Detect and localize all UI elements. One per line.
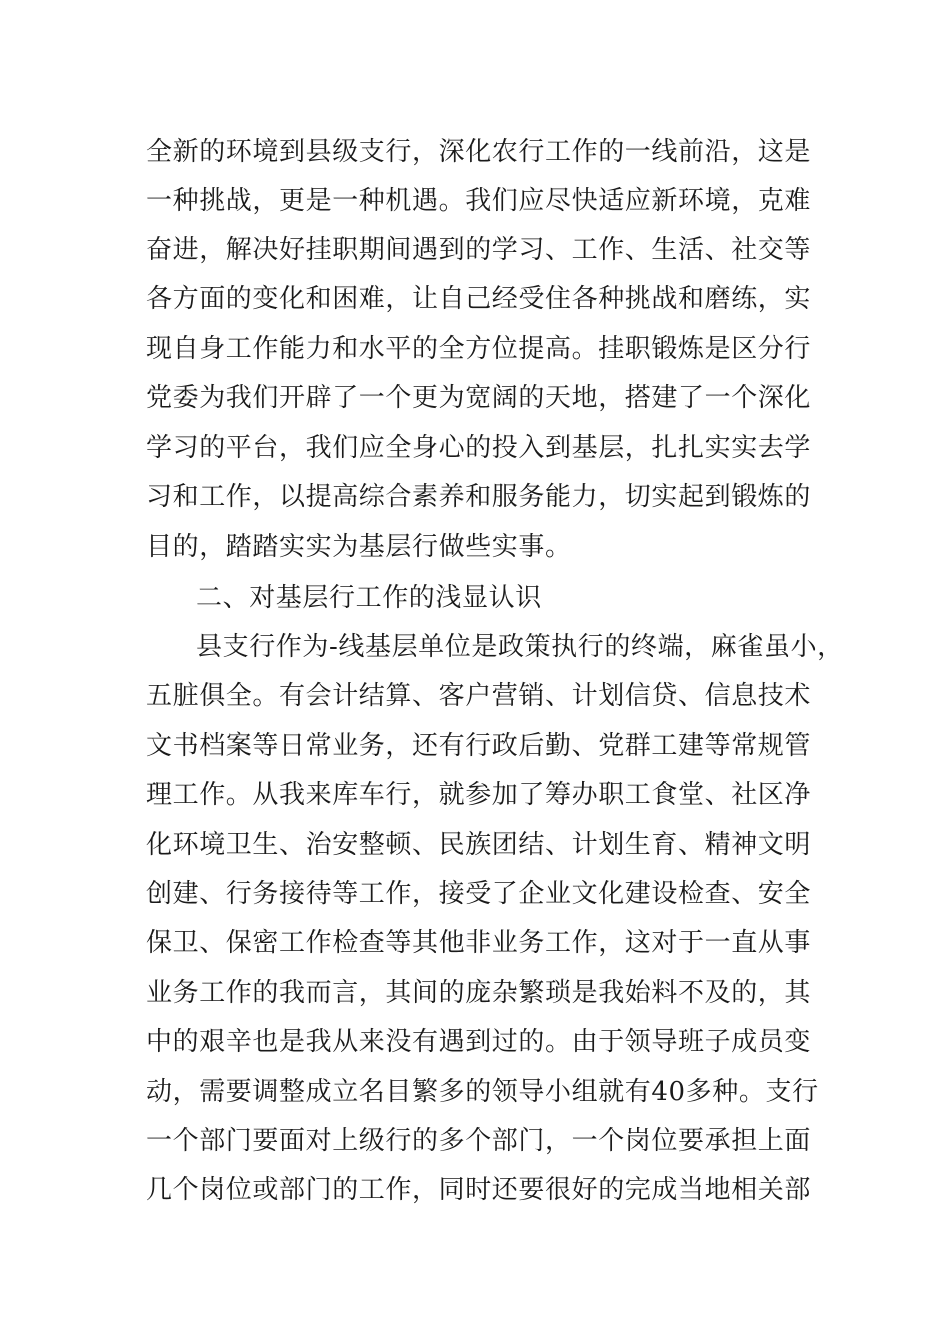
text-line: 动，需要调整成立名目繁多的领导小组就有40多种。支行 [146,1077,819,1107]
text-line: 中的艰辛也是我从来没有遇到过的。由于领导班子成员变 [146,1027,812,1057]
text-line: 业务工作的我而言，其间的庞杂繁琐是我始料不及的，其 [146,978,812,1008]
text-line: 一个部门要面对上级行的多个部门，一个岗位要承担上面 [146,1126,812,1156]
text-line: 一种挑战，更是一种机遇。我们应尽快适应新环境，克难 [146,186,812,216]
paragraph-first-line: 县支行作为-线基层单位是政策执行的终端，麻雀虽小， [196,632,844,662]
text-line: 目的，踏踏实实为基层行做些实事。 [146,532,572,562]
text-line: 创建、行务接待等工作，接受了企业文化建设检查、安全 [146,879,812,909]
text-line: 保卫、保密工作检查等其他非业务工作，这对于一直从事 [146,928,812,958]
text-line: 理工作。从我来库车行，就参加了筹办职工食堂、社区净 [146,780,812,810]
text-line: 化环境卫生、治安整顿、民族团结、计划生育、精神文明 [146,830,812,860]
text-line: 几个岗位或部门的工作，同时还要很好的完成当地相关部 [146,1175,812,1205]
text-line: 五脏俱全。有会计结算、客户营销、计划信贷、信息技术 [146,681,812,711]
text-line: 学习的平台，我们应全身心的投入到基层，扎扎实实去学 [146,433,812,463]
section-heading: 二、对基层行工作的浅显认识 [196,583,542,613]
text-line: 现自身工作能力和水平的全方位提高。挂职锻炼是区分行 [146,334,812,364]
text-line: 全新的环境到县级支行，深化农行工作的一线前沿，这是 [146,137,812,167]
text-line: 奋进，解决好挂职期间遇到的学习、工作、生活、社交等 [146,235,812,265]
text-line: 习和工作，以提高综合素养和服务能力，切实起到锻炼的 [146,482,812,512]
text-line: 各方面的变化和困难，让自己经受住各种挑战和磨练，实 [146,284,812,314]
text-line: 文书档案等日常业务，还有行政后勤、党群工建等常规管 [146,731,812,761]
text-line: 党委为我们开辟了一个更为宽阔的天地，搭建了一个深化 [146,383,812,413]
